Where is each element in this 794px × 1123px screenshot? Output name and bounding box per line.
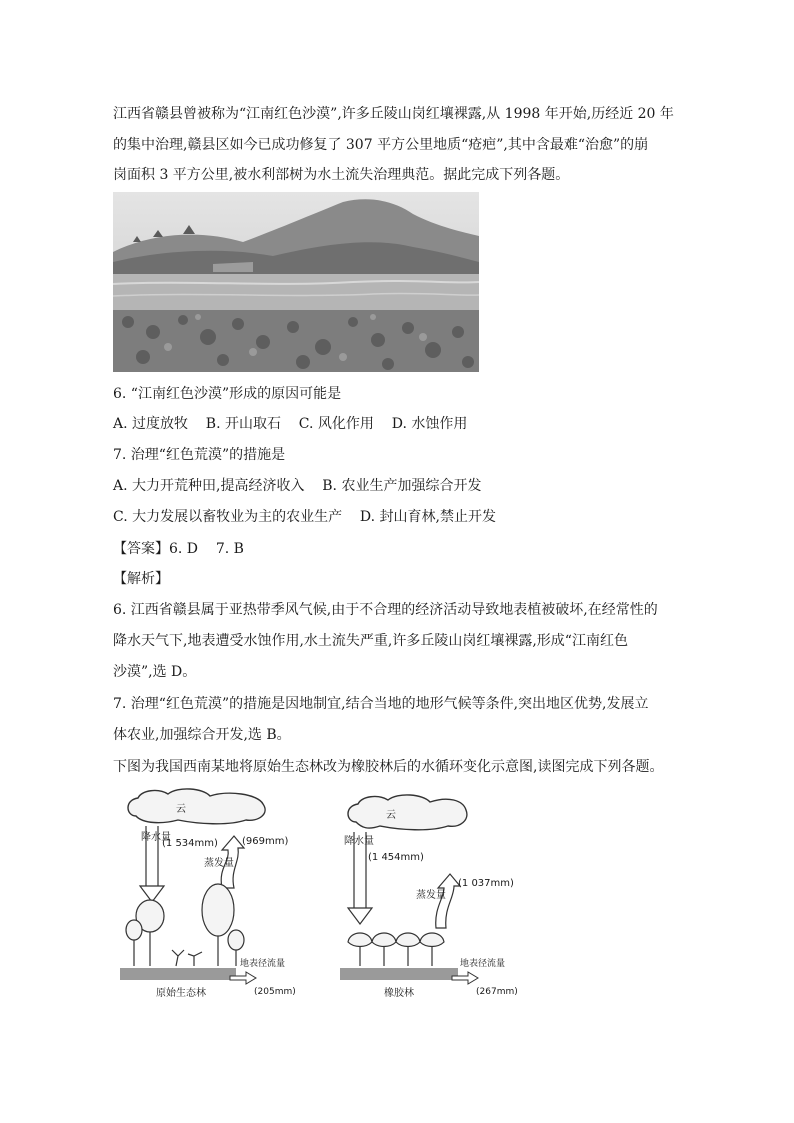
- question-7-options-row-2: C. 大力发展以畜牧业为主的农业生产 D. 封山育林,禁止开发: [113, 509, 496, 525]
- ground-right: [340, 968, 458, 980]
- precipitation-value-left: (1 534mm): [162, 838, 218, 849]
- water-cycle-diagram: [118, 788, 538, 1003]
- evaporation-arrow-right: [436, 874, 460, 928]
- analysis-line-4: 7. 治理“红色荒漠”的措施是因地制宜,结合当地的地形气候等条件,突出地区优势,发展立: [113, 696, 649, 712]
- precipitation-label-right: 降水量: [344, 836, 374, 847]
- cloud-shape-right: [348, 795, 467, 830]
- question-6-options: A. 过度放牧 B. 开山取石 C. 风化作用 D. 水蚀作用: [113, 416, 468, 432]
- evaporation-value-left: (969mm): [242, 836, 289, 847]
- question-7-stem: 7. 治理“红色荒漠”的措施是: [113, 447, 286, 463]
- analysis-line-3: 沙漠”,选 D。: [113, 664, 197, 680]
- cloud-label-right: 云: [386, 810, 396, 821]
- tree-group-left: [126, 884, 244, 966]
- precipitation-arrow-right: [348, 908, 372, 924]
- ground-left: [120, 968, 236, 980]
- intro-line-3: 岗面积 3 平方公里,被水利部树为水土流失治理典范。据此完成下列各题。: [113, 167, 570, 183]
- runoff-label-left: 地表径流量: [240, 959, 286, 969]
- evaporation-label-left: 蒸发量: [204, 858, 234, 869]
- intro-line-1: 江西省赣县曾被称为“江南红色沙漠”,许多丘陵山岗红壤裸露,从 1998 年开始,历经近 20 年: [113, 106, 674, 122]
- analysis-line-1: 6. 江西省赣县属于亚热带季风气候,由于不合理的经济活动导致地表植被破坏,在经常性的: [113, 602, 658, 618]
- precipitation-value-right: (1 454mm): [368, 852, 424, 863]
- analysis-line-2: 降水天气下,地表遭受水蚀作用,水土流失严重,许多丘陵山岗红壤裸露,形成“江南红色: [113, 633, 628, 649]
- rubber-forest-panel: [340, 795, 518, 999]
- evaporation-value-right: (1 037mm): [458, 878, 514, 889]
- runoff-label-right: 地表径流量: [460, 959, 506, 969]
- runoff-value-right: (267mm): [476, 987, 518, 997]
- answer-line: 【答案】6. D 7. B: [113, 541, 244, 557]
- original-forest-panel: [120, 789, 296, 999]
- analysis-line-5: 体农业,加强综合开发,选 B。: [113, 727, 291, 743]
- rubber-tree-group: [348, 933, 444, 966]
- caption-original-forest: 原始生态林: [156, 988, 206, 999]
- next-question-intro: 下图为我国西南某地将原始生态林改为橡胶林后的水循环变化示意图,读图完成下列各题。: [113, 759, 664, 775]
- landscape-photo: [113, 192, 479, 372]
- caption-rubber-forest: 橡胶林: [384, 988, 414, 999]
- cloud-label-left: 云: [176, 804, 186, 815]
- precipitation-label-left: 降水量: [141, 832, 171, 843]
- runoff-value-left: (205mm): [254, 987, 296, 997]
- question-6-stem: 6. “江南红色沙漠”形成的原因可能是: [113, 386, 342, 402]
- cloud-shape-left: [128, 789, 265, 824]
- analysis-title: 【解析】: [113, 571, 169, 587]
- evaporation-label-right: 蒸发量: [416, 890, 446, 901]
- question-7-options-row-1: A. 大力开荒种田,提高经济收入 B. 农业生产加强综合开发: [113, 478, 482, 494]
- intro-line-2: 的集中治理,赣县区如今已成功修复了 307 平方公里地质“疮疤”,其中含最难“治愈”的崩: [113, 137, 649, 153]
